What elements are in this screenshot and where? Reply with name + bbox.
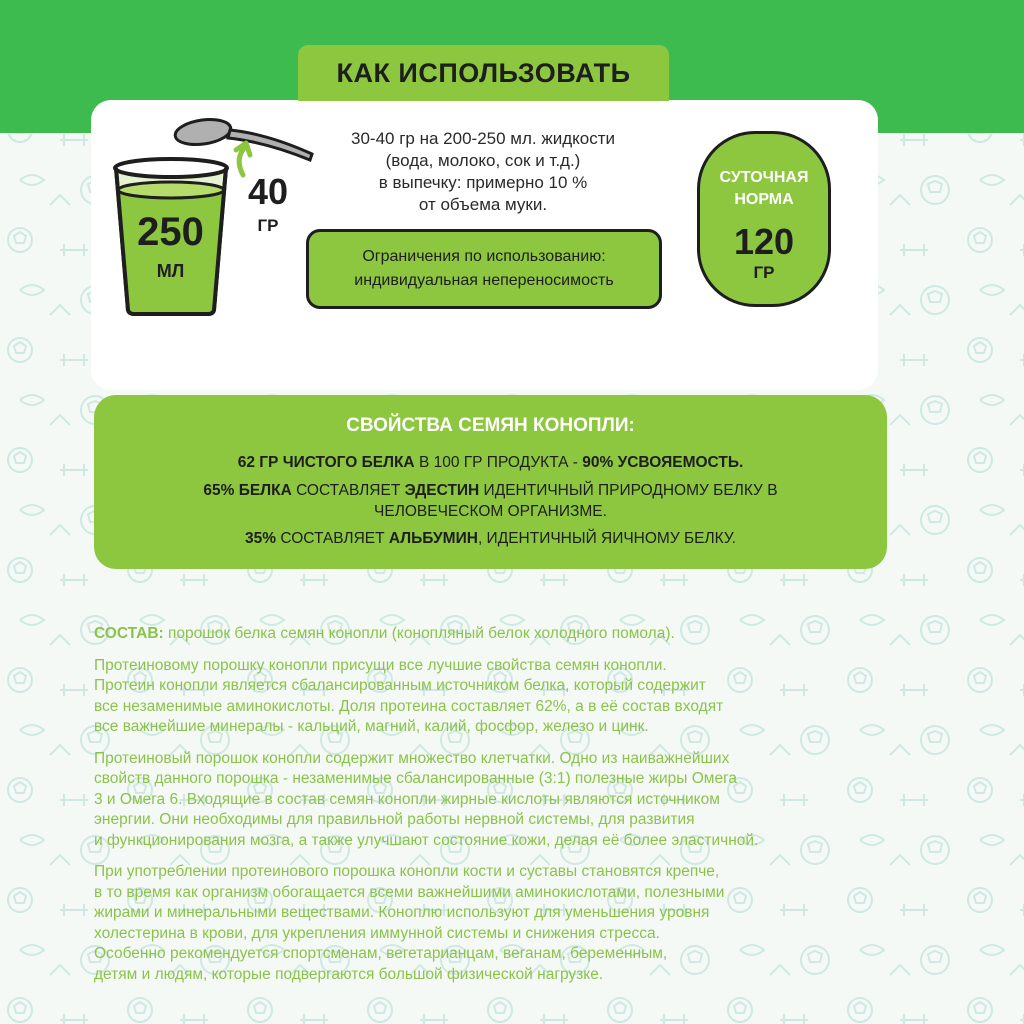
daily-norm-value: 120 <box>733 221 795 262</box>
dosage-line: в выпечку: примерно 10 % <box>378 173 588 192</box>
paragraph <box>94 656 884 738</box>
properties-bold: 35% <box>245 530 277 547</box>
properties-bold: 62 ГР ЧИСТОГО БЕЛКА <box>237 454 415 471</box>
limits-box <box>306 229 662 309</box>
composition-paragraph <box>94 624 884 645</box>
daily-norm-unit: ГР <box>753 263 775 282</box>
cup-volume: 250 <box>137 210 204 254</box>
properties-bold: 65% БЕЛКА <box>203 482 292 499</box>
paragraph-line: жирами и минеральными веществами. Коноплю используют для уменьшения уровня <box>94 904 710 921</box>
properties-line <box>94 452 887 474</box>
properties-text: СОСТАВЛЯЕТ <box>276 530 389 547</box>
paragraph-line: детям и людям, которые подвергаются большой физической нагрузке. <box>94 965 604 983</box>
properties-text: ИДЕНТИЧНЫЙ ПРИРОДНОМУ БЕЛКУ В <box>479 482 778 499</box>
dosage-line: 30-40 гр на 200-250 мл. жидкости <box>351 129 615 148</box>
page-title: КАК ИСПОЛЬЗОВАТЬ <box>298 45 669 101</box>
limits-line: Ограничения по использованию: <box>362 248 606 265</box>
arrow-icon <box>239 146 246 175</box>
dosage-text <box>318 128 648 216</box>
properties-line: ЧЕЛОВЕЧЕСКОМ ОРГАНИЗМЕ. <box>374 503 607 520</box>
properties-text: СОСТАВЛЯЕТ <box>291 482 405 499</box>
properties-text: , ИДЕНТИЧНЫЙ ЯИЧНОМУ БЕЛКУ. <box>477 530 736 547</box>
paragraph-line: 3 и Омега 6. Входящие в состав семян конопли жирные кислоты являются источником <box>94 790 720 808</box>
properties-bold: АЛЬБУМИН <box>388 530 478 547</box>
spoon-amount: 40 <box>247 171 289 212</box>
properties-line <box>94 528 887 550</box>
paragraph-line: холестерина в крови, для укрепления иммунной системы и снижения стресса. <box>94 924 660 942</box>
cup-unit: МЛ <box>156 261 185 281</box>
paragraph-line: При употреблении протеинового порошка конопли кости и суставы становятся крепче, <box>94 863 720 880</box>
daily-norm-label-line: НОРМА <box>734 191 794 208</box>
properties-line <box>94 480 887 502</box>
spoon-unit: ГР <box>257 216 279 235</box>
dosage-line: от объема муки. <box>418 195 548 214</box>
paragraph-line: Особенно рекомендуется спортсменам, вегетарианцам, веганам, беременным, <box>94 945 668 962</box>
paragraph-line: в то время как организм обогащается всеми важнейшими аминокислотами, полезными <box>94 883 725 901</box>
paragraph <box>94 749 884 852</box>
paragraph-line: Протеиновый порошок конопли содержит множество клетчатки. Одно из наиважнейших <box>94 749 730 767</box>
paragraph <box>94 862 884 985</box>
properties-bold: 90% УСВОЯЕМОСТЬ. <box>582 454 744 471</box>
composition-text: порошок белка семян конопли (конопляный белок холодного помола). <box>163 625 675 642</box>
paragraph-line: все незаменимые аминокислоты. Доля протеина составляет 62%, а в её состав входят <box>94 697 724 715</box>
paragraph-line: свойств данного порошка - незаменимые сбалансированные (3:1) полезные жиры Омега <box>94 770 738 787</box>
paragraph-line: Протеиновому порошку конопли присущи все лучшие свойства семян конопли. <box>94 656 667 674</box>
properties-title: СВОЙСТВА СЕМЯН КОНОПЛИ: <box>346 415 635 436</box>
daily-norm-label <box>700 167 828 211</box>
properties-bold: ЭДЕСТИН <box>404 482 480 499</box>
paragraph-line: все важнейшие минералы - кальций, магний, калий, фосфор, железо и цинк. <box>94 718 649 735</box>
paragraph-line: Протеин конопли является сбалансированным источником белка, который содержит <box>94 677 706 694</box>
paragraph-line: и функционирования мозга, а также улучшают состояние кожи, делая её более эластичной. <box>94 831 759 849</box>
properties-text: В 100 ГР ПРОДУКТА - <box>414 454 583 471</box>
composition-label: СОСТАВ: <box>94 625 164 642</box>
properties-box <box>94 395 887 569</box>
limits-line: индивидуальная непереносимость <box>354 272 614 289</box>
dosage-line: (вода, молоко, сок и т.д.) <box>385 151 581 170</box>
paragraph-line: энергии. Они необходимы для правильной работы нервной системы, для развития <box>94 811 695 828</box>
daily-norm-badge <box>697 131 831 307</box>
daily-norm-label-line: СУТОЧНАЯ <box>719 169 809 186</box>
description <box>94 624 884 996</box>
